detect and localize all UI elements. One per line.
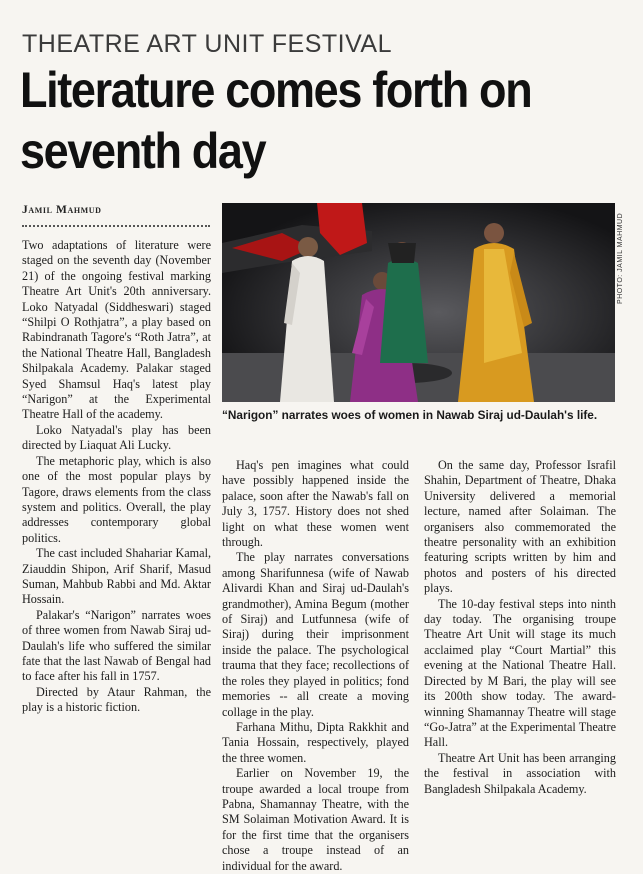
- paragraph: Loko Natyadal's play has been directed by Liaquat Ali Lucky.: [22, 422, 211, 453]
- photo-credit: PHOTO: JAMIL MAHMUD: [617, 212, 624, 304]
- paragraph: Theatre Art Unit has been arranging the festival in association with Bangladesh Shilpakala Academy.: [424, 750, 616, 796]
- paragraph: The metaphoric play, which is also one of the most popular plays by Tagore, draws elements from the class system and politics. Overall, the play addresses contemporary global politics.: [22, 453, 211, 545]
- column-2: [222, 458, 409, 873]
- byline-divider: [22, 225, 210, 227]
- paragraph: Haq's pen imagines what could have possibly happened inside the palace, soon after the Nawab's fall on July 3, 1757. History does not shed light on what these women went through.: [222, 458, 409, 550]
- headline: Literature comes forth on seventh day: [20, 62, 532, 179]
- paragraph: Farhana Mithu, Dipta Rakkhit and Tania Hossain, respectively, played the three women.: [222, 719, 409, 765]
- paragraph: Two adaptations of literature were staged on the seventh day (November 21) of the ongoing festival marking Theatre Art Unit's 20th anniversary. Loko Natyadal (Siddheswari) staged “Shilpi O Rothjatra”, a play based on Rabindranath Tagore's “Roth Jatra”, at the National Theatre Hall, Bangladesh Shilpakala Academy. Palakar staged Syed Shamsul Haq's latest play “Narigon” at the Experimental Theatre Hall of the academy.: [22, 238, 211, 422]
- paragraph: The 10-day festival steps into ninth day today. The organising troupe Theatre Art Unit will stage its much acclaimed play “Court Martial” this evening at the National Theatre Hall. Directed by M Bari, the play will see its 200th show today. The award-winning Shamannay Theatre will stage “Go-Jatra” at the Experimental Theatre Hall.: [424, 596, 616, 750]
- paragraph: Palakar's “Narigon” narrates woes of three women from Nawab Siraj ud-Daulah's life who suffered the similar fate that the last Nawab of Bengal had to face after his fall in 1757.: [22, 607, 211, 684]
- column-3: [424, 458, 616, 796]
- paragraph: The play narrates conversations among Sharifunnesa (wife of Nawab Alivardi Khan and Siraj ud-Daulah's grandmother), Amina Begum (mother of Siraj) and Lutfunnesa (wife of Siraj) during their imprisonment inside the palace. The psychological trauma that they face; recollections of the roles they played in politics; fond memories -- all create a moving collage in the play.: [222, 550, 409, 719]
- stage-photo-illustration: [222, 203, 615, 402]
- section-kicker: THEATRE ART UNIT FESTIVAL: [22, 30, 392, 58]
- byline: Jamil Mahmud: [22, 204, 102, 216]
- paragraph: The cast included Shahariar Kamal, Ziauddin Shipon, Arif Sharif, Masud Suman, Mahbub Rabbi and Md. Aktar Hossain.: [22, 546, 211, 607]
- paragraph: Earlier on November 19, the troupe awarded a local troupe from Pabna, Shamannay Theatre, with the SM Solaiman Motivation Award. It is for the first time that the organisers chose a troupe instead of an individual for the award.: [222, 766, 409, 873]
- stage-photo: [222, 203, 615, 402]
- column-1: [22, 238, 211, 753]
- paragraph: On the same day, Professor Israfil Shahin, Department of Theatre, Dhaka University delivered a memorial lecture, named after Solaiman. The organisers also commemorated the theatre personality with an exhibition featuring scripts written by him and photos and posters of his directed plays.: [424, 458, 616, 596]
- paragraph: Directed by Ataur Rahman, the play is a historic fiction.: [22, 684, 211, 715]
- photo-caption: “Narigon” narrates woes of women in Nawab Siraj ud-Daulah's life.: [222, 408, 598, 422]
